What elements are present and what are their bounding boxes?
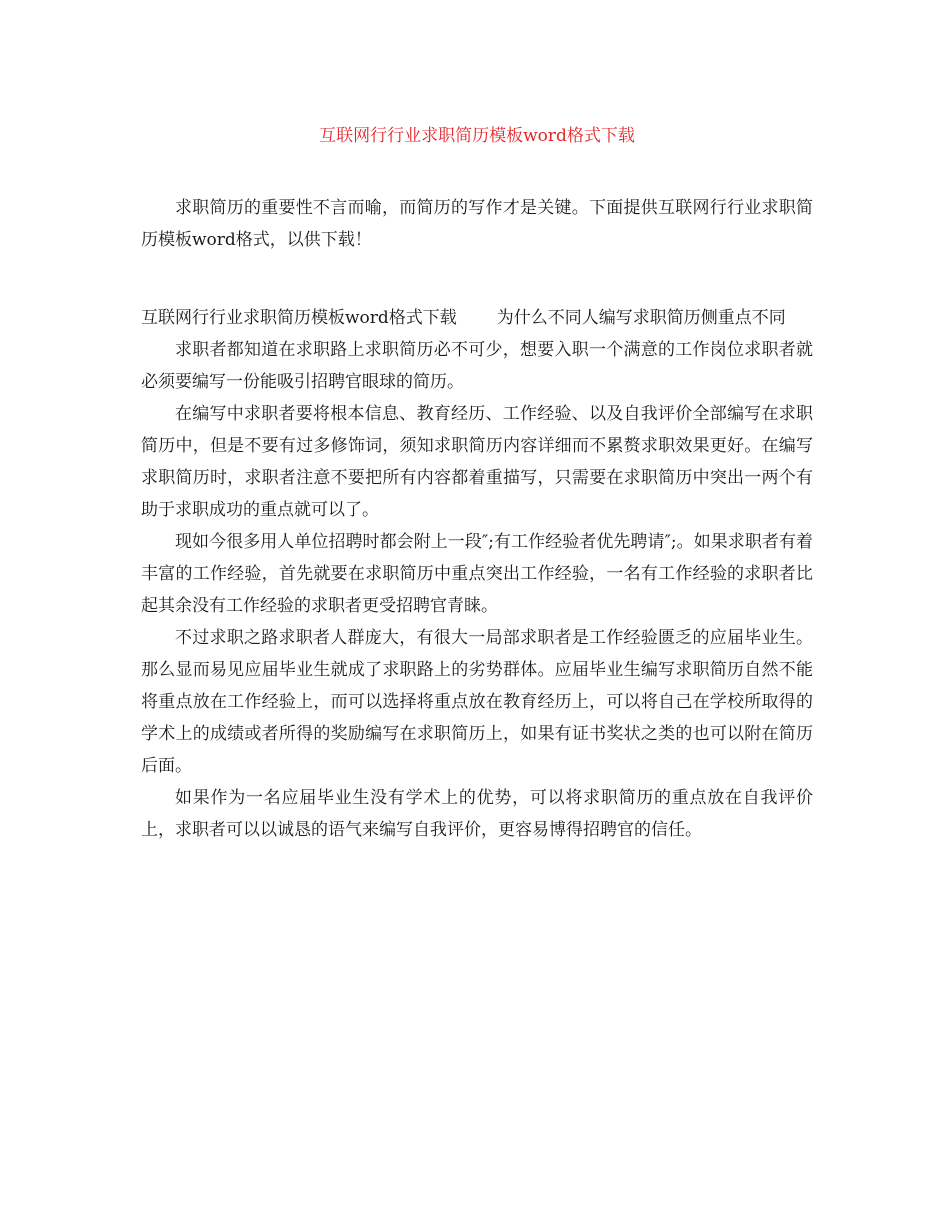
body-paragraph: 现如今很多用人单位招聘时都会附上一段″;有工作经验者优先聘请″;。如果求职者有着丰富的工作经验，首先就要在求职简历中重点突出工作经验，一名有工作经验的求职者比起其余没有工作经验的求职者更受招聘官青睐。 <box>141 532 813 616</box>
main-block <box>141 302 813 846</box>
body-paragraph: 如果作为一名应届毕业生没有学术上的优势，可以将求职简历的重点放在自我评价上，求职者可以以诚恳的语气来编写自我评价，更容易博得招聘官的信任。 <box>141 788 813 840</box>
intro-block <box>141 192 813 256</box>
body-paragraph: 在编写中求职者要将根本信息、教育经历、工作经验、以及自我评价全部编写在求职简历中，但是不要有过多修饰词，须知求职简历内容详细而不累赘求职效果更好。在编写求职简历时，求职者注意不要把所有内容都着重描写，只需要在求职简历中突出一两个有助于求职成功的重点就可以了。 <box>141 404 813 520</box>
section-heading <box>141 302 813 334</box>
body-paragraph: 不过求职之路求职者人群庞大，有很大一局部求职者是工作经验匮乏的应届毕业生。那么显而易见应届毕业生就成了求职路上的劣势群体。应届毕业生编写求职简历自然不能将重点放在工作经验上，而可以选择将重点放在教育经历上，可以将自己在学校所取得的学术上的成绩或者所得的奖励编写在求职简历上，如果有证书奖状之类的也可以附在简历后面。 <box>141 628 813 776</box>
body-paragraph: 求职者都知道在求职路上求职简历必不可少，想要入职一个满意的工作岗位求职者就必须要编写一份能吸引招聘官眼球的简历。 <box>141 340 813 392</box>
intro-paragraph: 求职简历的重要性不言而喻，而简历的写作才是关键。下面提供互联网行行业求职简历模板word格式，以供下载！ <box>141 198 813 250</box>
section-heading-part1: 互联网行行业求职简历模板word格式下载 <box>141 308 457 328</box>
section-heading-part2: 为什么不同人编写求职简历侧重点不同 <box>496 308 786 328</box>
document-title: 互联网行行业求职简历模板word格式下载 <box>319 126 635 146</box>
